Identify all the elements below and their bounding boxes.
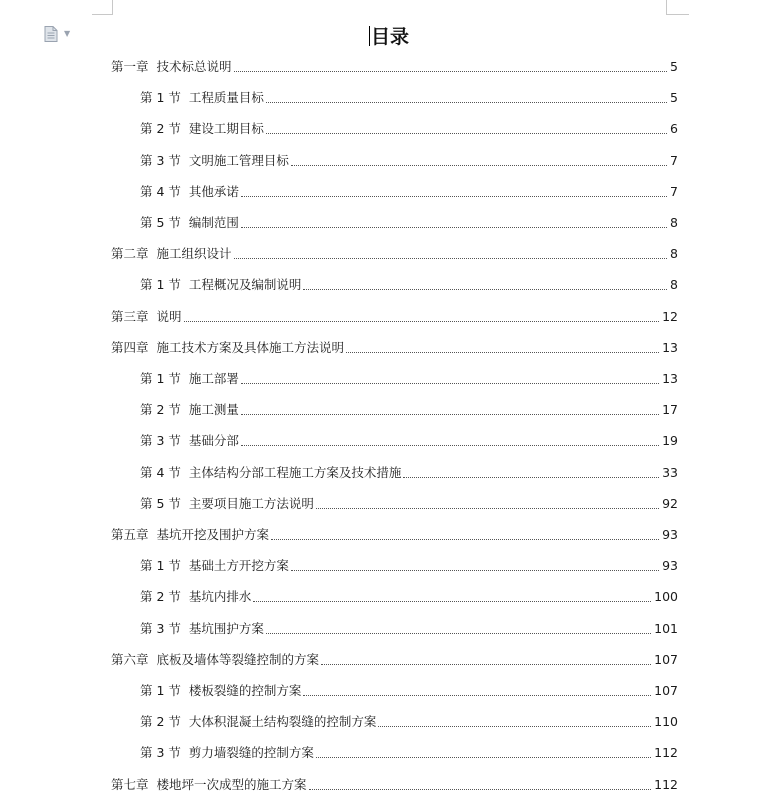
toc-page-number: 100	[654, 589, 678, 605]
toc-page-number: 7	[670, 183, 678, 199]
toc-entry-number: 第 1 节	[140, 683, 181, 698]
toc-entry-number: 第 4 节	[140, 464, 181, 480]
toc-section-entry[interactable]	[140, 492, 678, 512]
toc-page-number: 8	[670, 246, 678, 262]
toc-entry-title: 主要项目施工方法说明	[188, 495, 314, 511]
toc-page-number: 101	[654, 620, 678, 636]
toc-page-number: 5	[670, 59, 678, 74]
toc-entry-title: 大体积混凝土结构裂缝的控制方案	[188, 714, 377, 730]
toc-entry-title: 说明	[156, 308, 182, 324]
toc-chapter-entry[interactable]	[111, 242, 678, 262]
toc-title[interactable]	[0, 22, 778, 49]
dot-leader	[378, 725, 651, 727]
toc-entry-number: 第 1 节	[140, 558, 181, 574]
toc-section-entry[interactable]	[140, 585, 678, 605]
toc-entry-title: 楼板裂缝的控制方案	[188, 683, 302, 698]
dot-leader	[241, 444, 659, 446]
toc-page-number: 13	[662, 339, 678, 355]
dot-leader	[241, 382, 659, 384]
toc-entry-number: 第 2 节	[140, 589, 181, 605]
toc-chapter-entry[interactable]	[111, 336, 678, 356]
toc-entry-number: 第 1 节	[140, 371, 181, 386]
toc-page-number: 93	[662, 527, 678, 542]
toc-entry-number: 第 2 节	[140, 121, 181, 137]
toc-section-entry[interactable]	[140, 211, 678, 231]
toc-entry-number: 第二章	[111, 246, 149, 262]
toc-page-number: 17	[662, 402, 678, 418]
toc-entry-title: 施工组织设计	[156, 246, 232, 262]
toc-page-number: 8	[670, 215, 678, 230]
toc-page-number: 19	[662, 433, 678, 449]
dot-leader	[303, 694, 651, 696]
dot-leader	[303, 288, 667, 290]
toc-entry-number: 第 5 节	[140, 495, 181, 511]
toc-entry-title: 文明施工管理目标	[188, 152, 289, 168]
toc-entry-number: 第 2 节	[140, 402, 181, 418]
crop-mark-top-right	[666, 0, 689, 15]
toc-page-number: 5	[670, 90, 678, 106]
dot-leader	[241, 195, 667, 197]
toc-chapter-entry[interactable]	[111, 305, 678, 325]
toc-section-entry[interactable]	[140, 554, 678, 574]
toc-page-number: 112	[654, 776, 678, 792]
toc-section-entry[interactable]	[140, 741, 678, 761]
toc-entry-number: 第四章	[111, 339, 149, 355]
dot-leader	[266, 101, 667, 103]
toc-entry-title: 建设工期目标	[188, 121, 264, 137]
toc-page-number: 12	[662, 308, 678, 324]
dot-leader	[266, 132, 667, 134]
dot-leader	[234, 257, 668, 259]
toc-section-entry[interactable]	[140, 367, 678, 387]
toc-entry-number: 第 3 节	[140, 745, 181, 761]
toc-page-number: 112	[654, 745, 678, 761]
toc-page-number: 93	[662, 558, 678, 574]
toc-page-number: 33	[662, 464, 678, 480]
dot-leader	[316, 507, 659, 509]
toc-section-entry[interactable]	[140, 679, 678, 699]
toc-entry-title: 楼地坪一次成型的施工方案	[156, 776, 307, 792]
toc-chapter-entry[interactable]	[111, 55, 678, 75]
toc-page-number: 6	[670, 121, 678, 137]
toc-entry-title: 其他承诺	[188, 183, 239, 199]
toc-chapter-entry[interactable]	[111, 523, 678, 543]
toc-entry-number: 第七章	[111, 776, 149, 792]
toc-chapter-entry[interactable]	[111, 648, 678, 668]
crop-mark-top-left	[92, 0, 113, 15]
toc-entry-number: 第 1 节	[140, 277, 181, 293]
toc-page-number: 8	[670, 277, 678, 293]
dot-leader	[271, 538, 659, 540]
toc-entry-number: 第 3 节	[140, 433, 181, 449]
toc-page-number: 110	[654, 714, 678, 730]
toc-entry-title: 施工测量	[188, 402, 239, 418]
dot-leader	[253, 600, 651, 602]
toc-page-number: 7	[670, 152, 678, 168]
toc-section-entry[interactable]	[140, 461, 678, 481]
toc-page-number: 13	[662, 371, 678, 386]
toc-entry-title: 工程质量目标	[188, 90, 264, 106]
toc-entry-title: 剪力墙裂缝的控制方案	[188, 745, 314, 761]
toc-entry-number: 第三章	[111, 308, 149, 324]
toc-section-entry[interactable]	[140, 398, 678, 418]
toc-entry-number: 第 5 节	[140, 215, 181, 230]
toc-entry-number: 第 3 节	[140, 620, 181, 636]
toc-entry-title: 基坑内排水	[188, 589, 252, 605]
toc-entry-number: 第 4 节	[140, 183, 181, 199]
dot-leader	[321, 663, 651, 665]
toc-page-number: 92	[662, 495, 678, 511]
dot-leader	[234, 70, 668, 72]
toc-entry-title: 基坑开挖及围护方案	[156, 527, 270, 542]
toc-section-entry[interactable]	[140, 710, 678, 730]
toc-entry-title: 基础土方开挖方案	[188, 558, 289, 574]
toc-entry-number: 第 3 节	[140, 152, 181, 168]
toc-chapter-entry[interactable]	[111, 773, 678, 793]
toc-section-entry[interactable]	[140, 617, 678, 637]
toc-entry-number: 第五章	[111, 527, 149, 542]
toc-title-text: 目录	[370, 26, 409, 48]
toc-section-entry[interactable]	[140, 429, 678, 449]
dot-leader	[291, 164, 667, 166]
toc-entry-title: 基坑围护方案	[188, 620, 264, 636]
text-cursor	[369, 26, 370, 46]
toc-entry-title: 主体结构分部工程施工方案及技术措施	[188, 464, 402, 480]
toc-page-number: 107	[654, 683, 678, 698]
dot-leader	[403, 476, 659, 478]
dot-leader	[241, 413, 659, 415]
toc-section-entry[interactable]	[140, 86, 678, 106]
dot-leader	[184, 320, 660, 322]
toc-entry-title: 工程概况及编制说明	[188, 277, 302, 293]
toc-section-entry[interactable]	[140, 180, 678, 200]
dot-leader	[309, 788, 652, 790]
toc-entry-number: 第 1 节	[140, 90, 181, 106]
toc-section-entry[interactable]	[140, 117, 678, 137]
toc-entry-number: 第 2 节	[140, 714, 181, 730]
toc-entry-title: 底板及墙体等裂缝控制的方案	[156, 651, 320, 667]
toc-page-number: 107	[654, 651, 678, 667]
toc-entry-title: 编制范围	[188, 215, 239, 230]
toc-section-entry[interactable]	[140, 149, 678, 169]
toc-entry-title: 基础分部	[188, 433, 239, 449]
toc-entry-title: 技术标总说明	[156, 59, 232, 74]
dot-leader	[291, 569, 659, 571]
dot-leader	[241, 226, 667, 228]
dot-leader	[266, 632, 651, 634]
dot-leader	[346, 351, 659, 353]
toc-entry-number: 第六章	[111, 651, 149, 667]
dot-leader	[316, 756, 651, 758]
chevron-down-icon[interactable]: ▼	[64, 29, 71, 38]
toc-section-entry[interactable]	[140, 273, 678, 293]
toc-entry-number: 第一章	[111, 59, 149, 74]
toc-entry-title: 施工部署	[188, 371, 239, 386]
toc-entry-title: 施工技术方案及具体施工方法说明	[156, 339, 345, 355]
